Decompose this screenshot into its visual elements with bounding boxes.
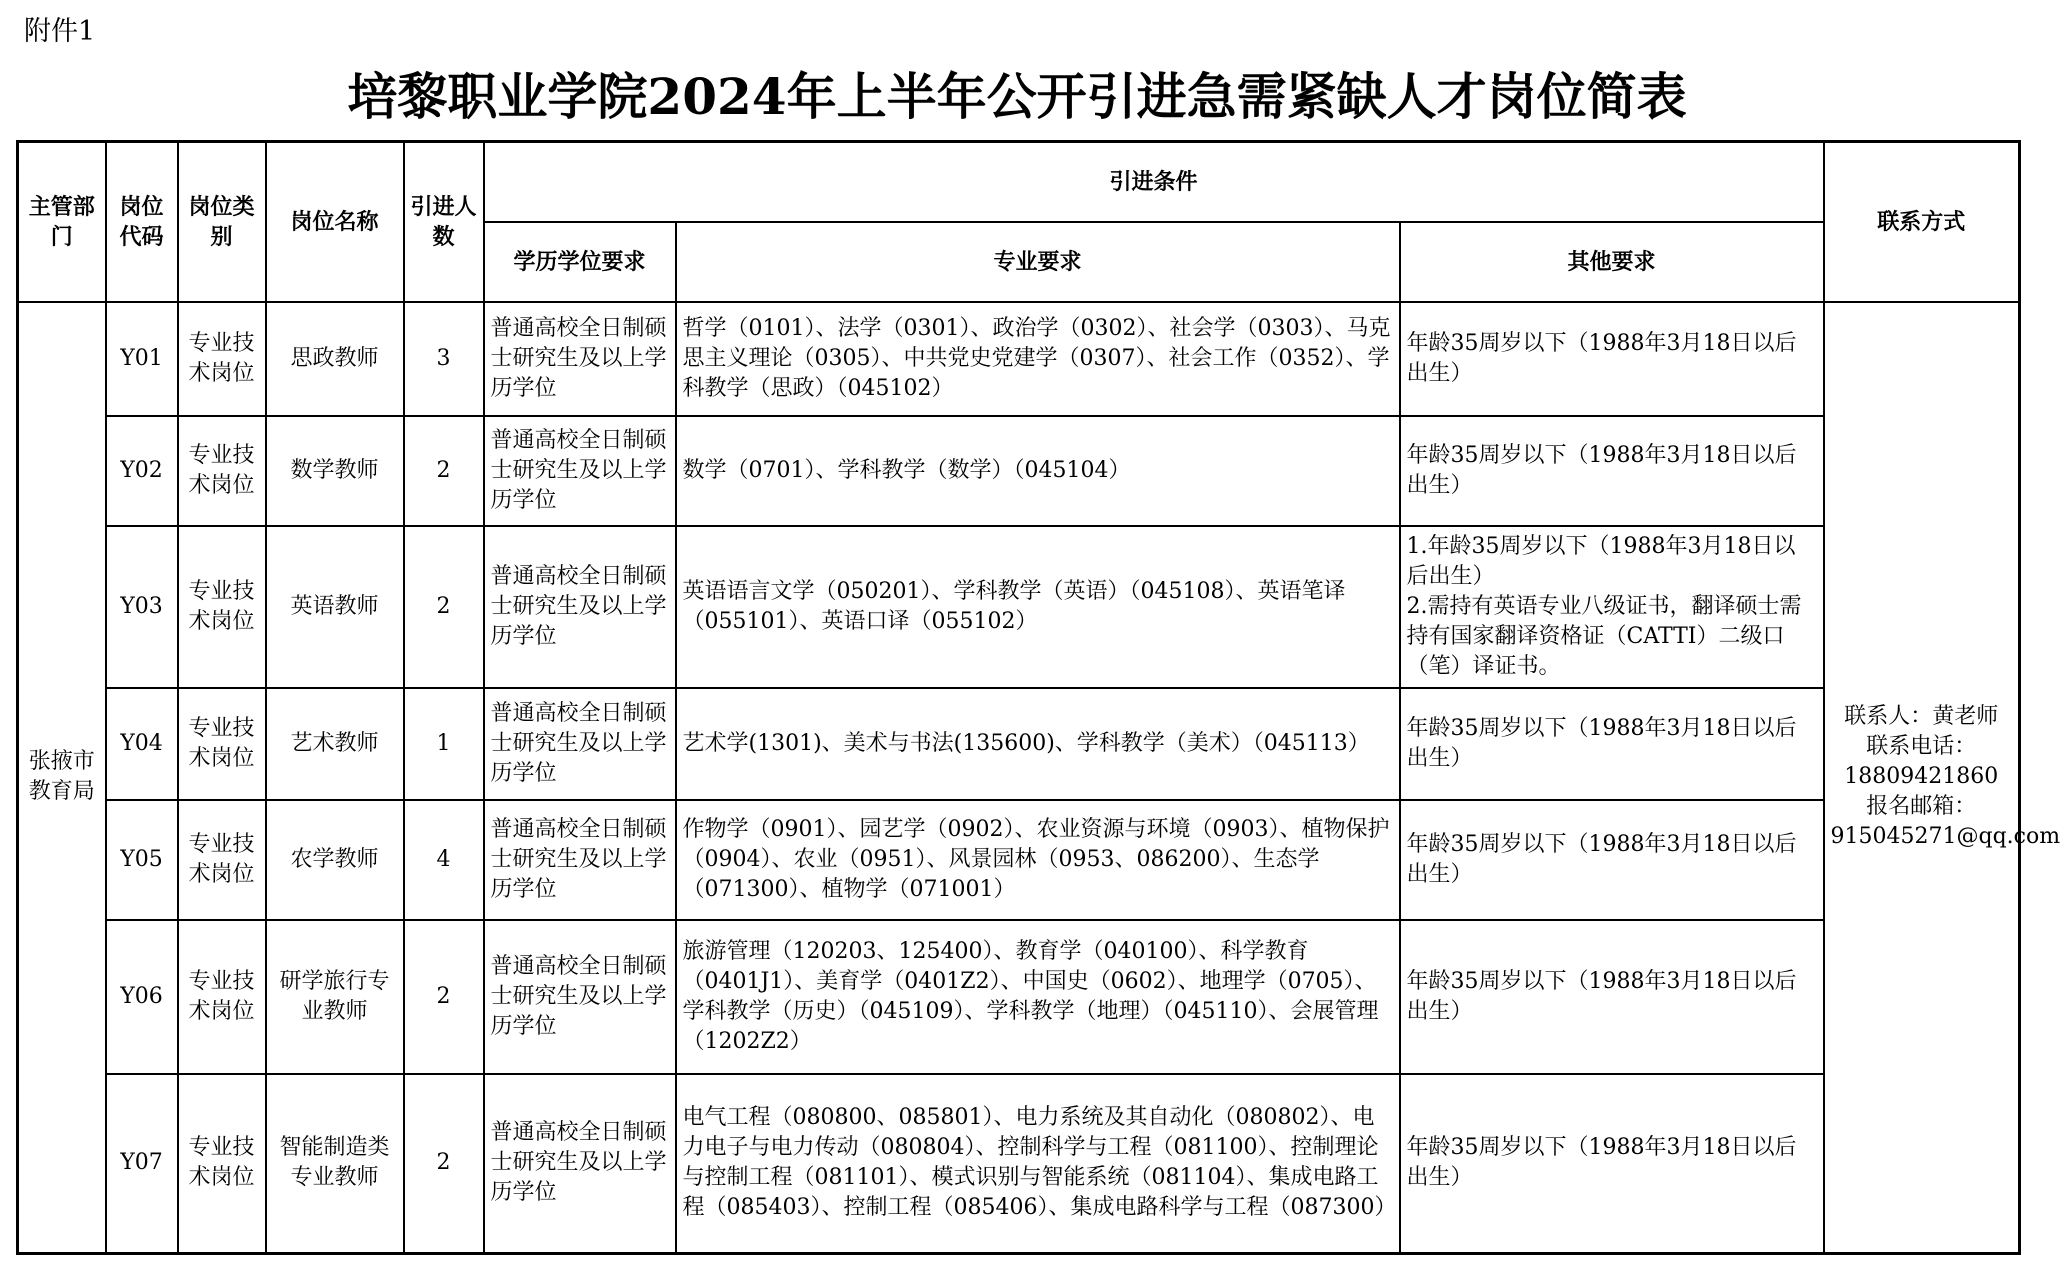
table-row — [18, 920, 2020, 1074]
table-row — [18, 1074, 2020, 1254]
recruitment-table — [16, 140, 2060, 1255]
major-cell: 旅游管理（120203、125400）、教育学（040100）、科学教育（0401J1）、美育学（0401Z2）、中国史（0602）、地理学（0705）、学科教学（历史）（045109）、学科教学（地理）（045110）、会展管理（1202Z2） — [676, 920, 1400, 1074]
post-category-cell: 专业技术岗位 — [178, 800, 266, 920]
header-major: 专业要求 — [676, 222, 1400, 302]
hire-count-cell: 2 — [404, 526, 484, 688]
post-code-cell: Y05 — [106, 800, 178, 920]
other-line: 2.需持有英语专业八级证书，翻译硕士需持有国家翻译资格证（CATTI）二级口（笔）译证书。 — [1406, 593, 1802, 679]
hire-count-cell: 1 — [404, 688, 484, 800]
major-cell: 数学（0701）、学科教学（数学）（045104） — [676, 416, 1400, 526]
major-cell: 艺术学(1301)、美术与书法(135600)、学科教学（美术）（045113） — [676, 688, 1400, 800]
post-category-cell: 专业技术岗位 — [178, 302, 266, 416]
contact-person: 联系人：黄老师 — [1844, 704, 1999, 730]
post-category-cell: 专业技术岗位 — [178, 526, 266, 688]
hire-count-cell: 2 — [404, 1074, 484, 1254]
other-cell — [1400, 688, 1824, 800]
post-name-cell: 艺术教师 — [266, 688, 404, 800]
education-cell: 普通高校全日制硕士研究生及以上学历学位 — [484, 920, 676, 1074]
other-cell — [1400, 920, 1824, 1074]
hire-count-cell: 4 — [404, 800, 484, 920]
major-cell: 电气工程（080800、085801）、电力系统及其自动化（080802）、电力电子与电力传动（080804）、控制科学与工程（081100）、控制理论与控制工程（081101）、模式识别与智能系统（081104）、集成电路工程（085403）、控制工程（085406）、集成电路科学与工程（087300） — [676, 1074, 1400, 1254]
other-line: 年龄35周岁以下（1988年3月18日以后出生） — [1406, 442, 1797, 498]
other-cell — [1400, 526, 1824, 688]
hire-count-cell: 2 — [404, 416, 484, 526]
post-name-cell: 农学教师 — [266, 800, 404, 920]
post-category-cell: 专业技术岗位 — [178, 1074, 266, 1254]
header-post-name: 岗位名称 — [266, 142, 404, 302]
post-code-cell: Y04 — [106, 688, 178, 800]
other-line: 1.年龄35周岁以下（1988年3月18日以后出生） — [1406, 533, 1796, 589]
other-cell — [1400, 416, 1824, 526]
post-code-cell: Y02 — [106, 416, 178, 526]
post-name-cell: 思政教师 — [266, 302, 404, 416]
table-row — [18, 800, 2020, 920]
hire-count-cell: 2 — [404, 920, 484, 1074]
post-name-cell: 研学旅行专业教师 — [266, 920, 404, 1074]
post-name-cell: 英语教师 — [266, 526, 404, 688]
hire-count-cell: 3 — [404, 302, 484, 416]
header-row-1 — [18, 142, 2020, 222]
contact-email: 915045271@qq.com — [1830, 824, 2060, 850]
post-name-cell: 数学教师 — [266, 416, 404, 526]
other-cell — [1400, 1074, 1824, 1254]
post-category-cell: 专业技术岗位 — [178, 688, 266, 800]
post-code-cell: Y07 — [106, 1074, 178, 1254]
other-line: 年龄35周岁以下（1988年3月18日以后出生） — [1406, 831, 1797, 887]
post-code-cell: Y01 — [106, 302, 178, 416]
education-cell: 普通高校全日制硕士研究生及以上学历学位 — [484, 526, 676, 688]
contact-phone-label: 联系电话： — [1866, 734, 1977, 760]
header-education: 学历学位要求 — [484, 222, 676, 302]
education-cell: 普通高校全日制硕士研究生及以上学历学位 — [484, 688, 676, 800]
header-other: 其他要求 — [1400, 222, 1824, 302]
post-name-cell: 智能制造类专业教师 — [266, 1074, 404, 1254]
post-category-cell: 专业技术岗位 — [178, 920, 266, 1074]
contact-phone: 18809421860 — [1844, 764, 1999, 790]
education-cell: 普通高校全日制硕士研究生及以上学历学位 — [484, 416, 676, 526]
header-contact: 联系方式 — [1824, 142, 2020, 302]
major-cell: 哲学（0101）、法学（0301）、政治学（0302）、社会学（0303）、马克思主义理论（0305）、中共党史党建学（0307）、社会工作（0352）、学科教学（思政）（045102） — [676, 302, 1400, 416]
other-cell — [1400, 800, 1824, 920]
table-row — [18, 302, 2020, 416]
other-line: 年龄35周岁以下（1988年3月18日以后出生） — [1406, 715, 1797, 771]
table-row — [18, 416, 2020, 526]
header-department: 主管部门 — [18, 142, 106, 302]
attachment-label: 附件1 — [24, 16, 96, 47]
department-cell: 张掖市教育局 — [18, 302, 106, 1254]
major-cell: 作物学（0901）、园艺学（0902）、农业资源与环境（0903）、植物保护（0904）、农业（0951）、风景园林（0953、086200）、生态学（071300）、植物学（071001） — [676, 800, 1400, 920]
header-hire-count: 引进人数 — [404, 142, 484, 302]
post-code-cell: Y03 — [106, 526, 178, 688]
major-cell: 英语语言文学（050201）、学科教学（英语）（045108）、英语笔译（055101）、英语口译（055102） — [676, 526, 1400, 688]
post-category-cell: 专业技术岗位 — [178, 416, 266, 526]
other-line: 年龄35周岁以下（1988年3月18日以后出生） — [1406, 330, 1797, 386]
header-post-category: 岗位类别 — [178, 142, 266, 302]
other-line: 年龄35周岁以下（1988年3月18日以后出生） — [1406, 1135, 1797, 1191]
education-cell: 普通高校全日制硕士研究生及以上学历学位 — [484, 302, 676, 416]
document-title: 培黎职业学院2024年上半年公开引进急需紧缺人才岗位简表 — [347, 67, 1687, 126]
education-cell: 普通高校全日制硕士研究生及以上学历学位 — [484, 1074, 676, 1254]
post-code-cell: Y06 — [106, 920, 178, 1074]
table-row — [18, 688, 2020, 800]
other-line: 年龄35周岁以下（1988年3月18日以后出生） — [1406, 968, 1797, 1024]
other-cell — [1400, 302, 1824, 416]
contact-email-label: 报名邮箱： — [1866, 794, 1977, 820]
header-conditions: 引进条件 — [484, 142, 1824, 222]
contact-cell — [1824, 302, 2060, 1254]
table-row — [18, 526, 2020, 688]
header-post-code: 岗位代码 — [106, 142, 178, 302]
education-cell: 普通高校全日制硕士研究生及以上学历学位 — [484, 800, 676, 920]
